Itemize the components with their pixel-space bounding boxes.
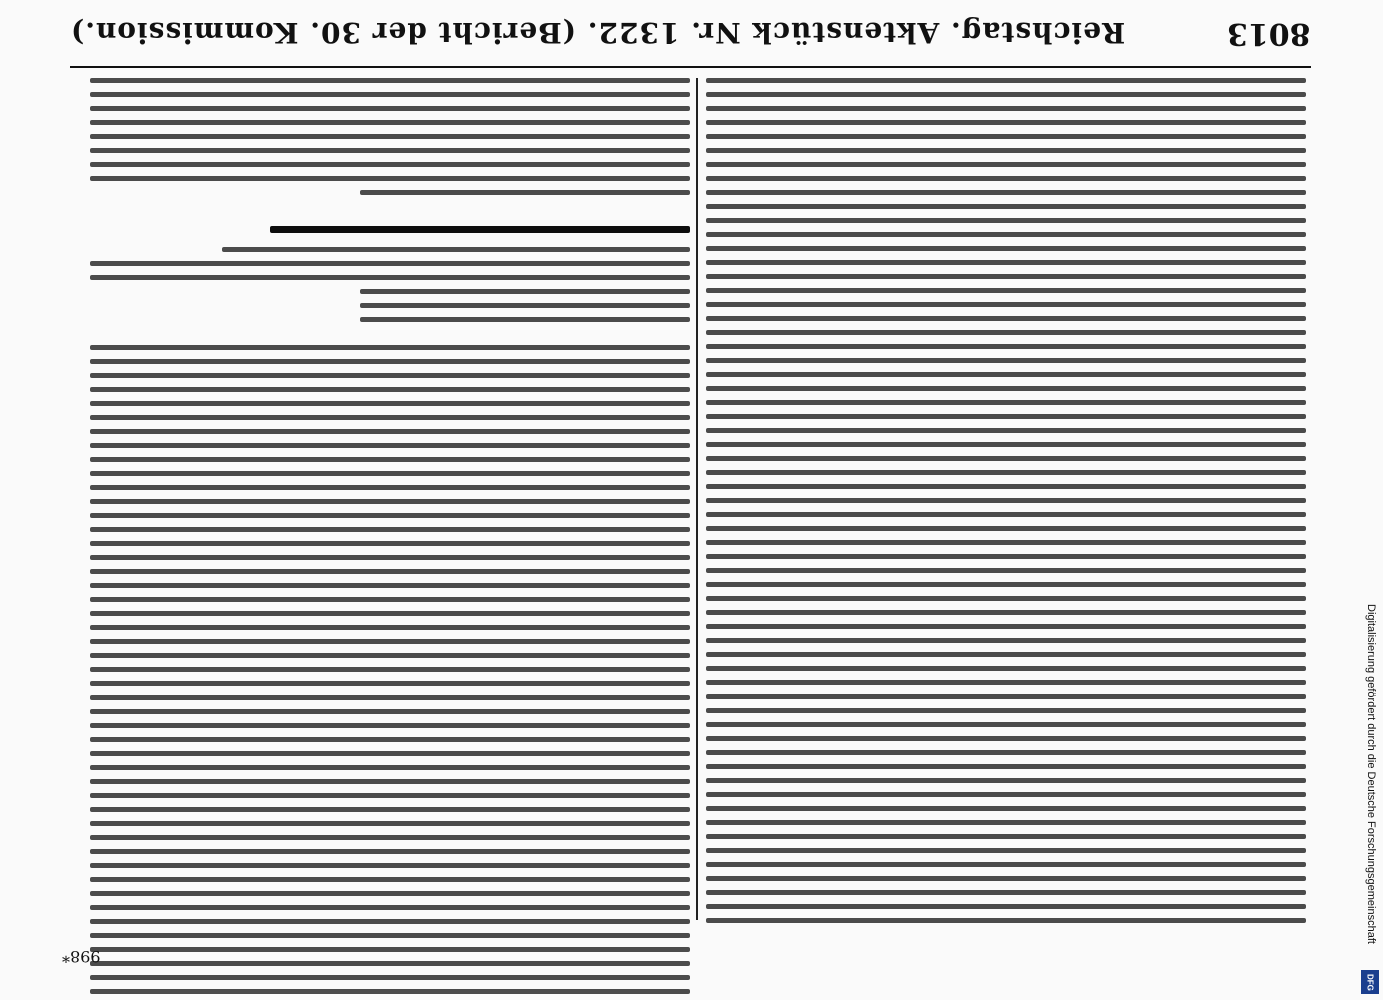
text-line [706,722,1306,727]
digitization-note: Digitalisierung gefördert durch die Deutsche Forschungsgemeinschaft [1365,604,1377,944]
text-line [90,975,690,980]
text-line [706,442,1306,447]
text-line [706,680,1306,685]
text-line [360,303,690,308]
text-line [706,148,1306,153]
text-line [90,261,690,266]
text-line [90,751,690,756]
text-line [706,344,1306,349]
text-line [706,792,1306,797]
footer-page-number: 998* [62,947,101,966]
column-divider [696,78,698,920]
text-line [360,190,690,195]
text-line [90,583,690,588]
text-line [706,92,1306,97]
text-line [706,736,1306,741]
header-title: Reichstag. Aktenstück Nr. 1322. (Bericht der 30. Kommission.) [70,16,1126,49]
text-line [706,428,1306,433]
text-line [706,512,1306,517]
text-line [706,120,1306,125]
text-line [706,316,1306,321]
text-line [90,821,690,826]
text-line [90,737,690,742]
text-line [90,625,690,630]
text-line [90,176,690,181]
text-line [90,527,690,532]
text-line [706,232,1306,237]
text-line [90,639,690,644]
text-line [90,120,690,125]
text-line [90,162,690,167]
text-line [706,204,1306,209]
text-line [706,330,1306,335]
text-line [90,541,690,546]
text-line [90,779,690,784]
text-line [90,667,690,672]
text-line [706,540,1306,545]
text-line [90,359,690,364]
text-line [90,961,690,966]
text-line [706,260,1306,265]
text-line [90,793,690,798]
text-line [90,78,690,83]
text-line [90,373,690,378]
spacer [90,204,690,218]
text-line [706,484,1306,489]
text-line [706,568,1306,573]
text-line [222,247,690,252]
text-line [706,526,1306,531]
section-title [270,226,690,233]
dfg-logo-icon: DFG [1361,970,1379,994]
text-line [90,807,690,812]
text-line [90,499,690,504]
text-line [706,190,1306,195]
text-line [706,218,1306,223]
header-page-number: 8013 [1226,16,1310,51]
text-line [90,569,690,574]
text-line [706,708,1306,713]
text-line [706,876,1306,881]
text-line [90,709,690,714]
text-line [706,246,1306,251]
text-line [90,134,690,139]
text-line [90,443,690,448]
text-line [90,933,690,938]
text-line [90,148,690,153]
header-rule [70,66,1311,68]
text-line [90,891,690,896]
text-line [706,414,1306,419]
text-line [706,134,1306,139]
text-column-right [706,78,1306,920]
text-line [90,513,690,518]
text-line [706,288,1306,293]
text-line [706,820,1306,825]
text-line [706,666,1306,671]
text-line [706,162,1306,167]
text-line [90,415,690,420]
text-line [90,345,690,350]
text-line [706,78,1306,83]
text-line [90,905,690,910]
text-line [90,275,690,280]
text-line [90,471,690,476]
text-line [706,610,1306,615]
text-line [706,904,1306,909]
text-line [706,764,1306,769]
text-line [706,638,1306,643]
text-line [706,302,1306,307]
text-line [706,596,1306,601]
text-line [90,597,690,602]
text-line [90,555,690,560]
text-line [706,582,1306,587]
text-line [706,918,1306,923]
text-line [706,386,1306,391]
text-line [706,890,1306,895]
text-line [706,470,1306,475]
text-line [706,498,1306,503]
text-line [90,653,690,658]
text-line [90,695,690,700]
text-line [706,554,1306,559]
text-line [90,457,690,462]
text-line [90,106,690,111]
text-line [90,947,690,952]
text-line [706,694,1306,699]
text-line [706,106,1306,111]
text-line [90,387,690,392]
text-line [90,723,690,728]
text-line [90,877,690,882]
text-line [706,358,1306,363]
text-line [706,456,1306,461]
text-line [706,652,1306,657]
text-line [90,485,690,490]
text-line [706,372,1306,377]
text-line [90,919,690,924]
text-line [706,400,1306,405]
text-line [90,765,690,770]
text-line [706,750,1306,755]
text-line [90,849,690,854]
text-line [706,274,1306,279]
text-line [90,681,690,686]
text-line [706,862,1306,867]
text-line [360,289,690,294]
text-line [90,401,690,406]
spacer [90,331,690,345]
text-line [90,863,690,868]
text-line [90,429,690,434]
text-line [706,624,1306,629]
text-line [706,848,1306,853]
text-line [360,317,690,322]
text-line [90,989,690,994]
text-line [706,806,1306,811]
text-line [90,92,690,97]
text-line [706,778,1306,783]
text-line [90,835,690,840]
text-line [90,611,690,616]
text-line [706,834,1306,839]
text-line [706,176,1306,181]
text-column-left [90,78,690,920]
page-header [70,8,1310,66]
